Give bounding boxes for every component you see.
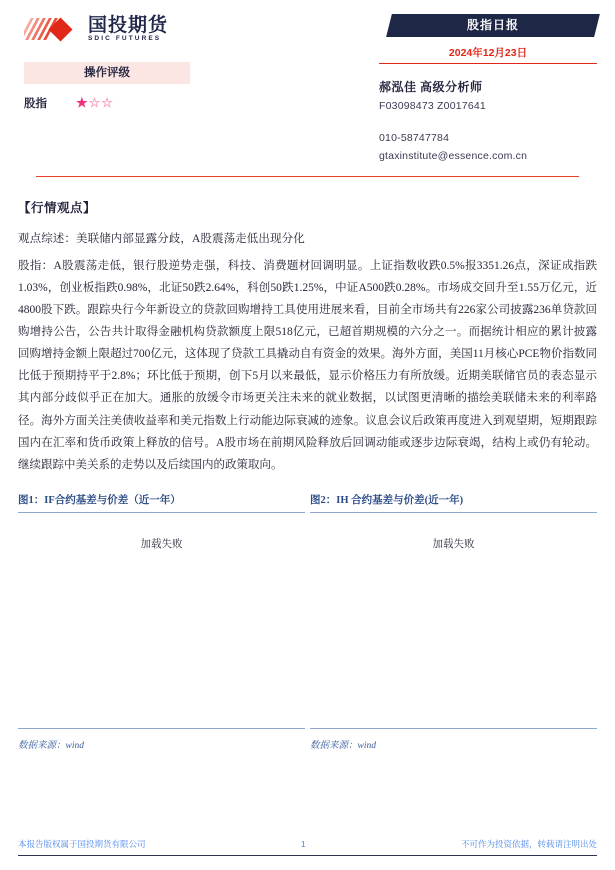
figure-load-failed-text: 加载失败 [140, 538, 183, 550]
figure-caption: 图1：IF合约基差与价差（近一年） [18, 494, 181, 506]
header-divider [36, 176, 579, 177]
figure-chart-area [18, 512, 305, 729]
footer-copyright: 本报告版权属于国投期货有限公司 [18, 839, 146, 849]
figure-source: 数据来源：wind [18, 740, 84, 751]
figure-chart-area [310, 512, 597, 729]
star-empty-icon: ☆☆ [88, 95, 114, 110]
rating-table-header: 操作评级 [24, 62, 190, 84]
company-logo [24, 12, 274, 46]
footer-page-number: 1 [300, 839, 306, 849]
footer-disclaimer: 不可作为投资依据，转载请注明出处 [460, 839, 597, 849]
rating-row [24, 95, 274, 111]
logo-mark-icon [24, 16, 86, 42]
report-body [18, 168, 597, 751]
figure-load-failed-text: 加载失败 [432, 538, 475, 550]
figures-container [18, 492, 597, 751]
view-summary: 观点综述：美联储内部显露分歧，A股震荡走低出现分化 [18, 233, 305, 245]
figure-caption: 图2：IH 合约基差与价差(近一年) [310, 494, 464, 506]
analyst-name: 郝泓佳 高级分析师 [379, 80, 483, 94]
rating-stars [76, 95, 114, 111]
star-filled-icon: ★ [76, 95, 89, 110]
contact-email[interactable]: gtaxinstitute@essence.com.cn [379, 150, 528, 162]
rating-item-label: 股指 [24, 98, 47, 110]
section-title: 【行情观点】 [18, 201, 97, 215]
footer-row [18, 838, 597, 855]
logo-wordmark [88, 16, 168, 43]
logo-chinese-name: 国投期货 [88, 14, 169, 36]
report-date: 2024年12月23日 [379, 45, 597, 64]
market-commentary-paragraph: 股指：A股震荡走低，银行股逆势走强，科技、消费题材回调明显。上证指数收跌0.5%报3351.26点，深证成指跌1.03%，创业板指跌0.98%，北证50跌2.64%，科创50跌1.25%，中证A500跌0.28%。市场成交回升至1.55万亿元，近4800股下跌。跟踪央行今年新设立的贷款回购增持工具使用进展来看，目前全市场共有226家公司披露236单贷款回购增持公告，公告共计取得金融机构贷款额度上限518亿元，已超首期规模的六分之一。而据统计相应的累计披露回购增持金额上限超过700亿元，这体现了贷款工具撬动自有资金的效果。海外方面，美国11月核心PCE物价指数同比低于预期持平于2.8%；环比低于预期，创下5月以来最低，显示价格压力有所放缓。近期美联储官员的表态显示其内部分歧似乎正在加大。通胀的放缓令市场更关注未来的就业数据，以试图更清晰的描绘美联储未来的利率路径。海外方面关注美债收益率和美元指数上行动能边际衰减的迹象。议息会议后政策再度进入到观望期，短期跟踪国内在汇率和货币政策上释放的信号。A股市场在前期风险释放后回调动能或逐步边际衰竭，结构上或仍有轮动。继续跟踪中美关系的走势以及后续国内的政策取向。 [18, 260, 597, 471]
logo-english-name: SDIC FUTURES [88, 34, 162, 42]
figure-2 [310, 492, 597, 751]
report-title: 股指日报 [466, 18, 519, 32]
figure-source: 数据来源：wind [310, 740, 376, 751]
contact-phone: 010-58747784 [379, 132, 450, 144]
header-left-block [24, 12, 274, 111]
analyst-license: F03098473 Z0017641 [379, 100, 486, 112]
footer-divider [18, 855, 597, 856]
figure-1 [18, 492, 305, 751]
header-right-block [379, 14, 597, 162]
report-title-banner [386, 14, 600, 37]
report-footer [18, 838, 597, 856]
report-header [18, 0, 597, 168]
